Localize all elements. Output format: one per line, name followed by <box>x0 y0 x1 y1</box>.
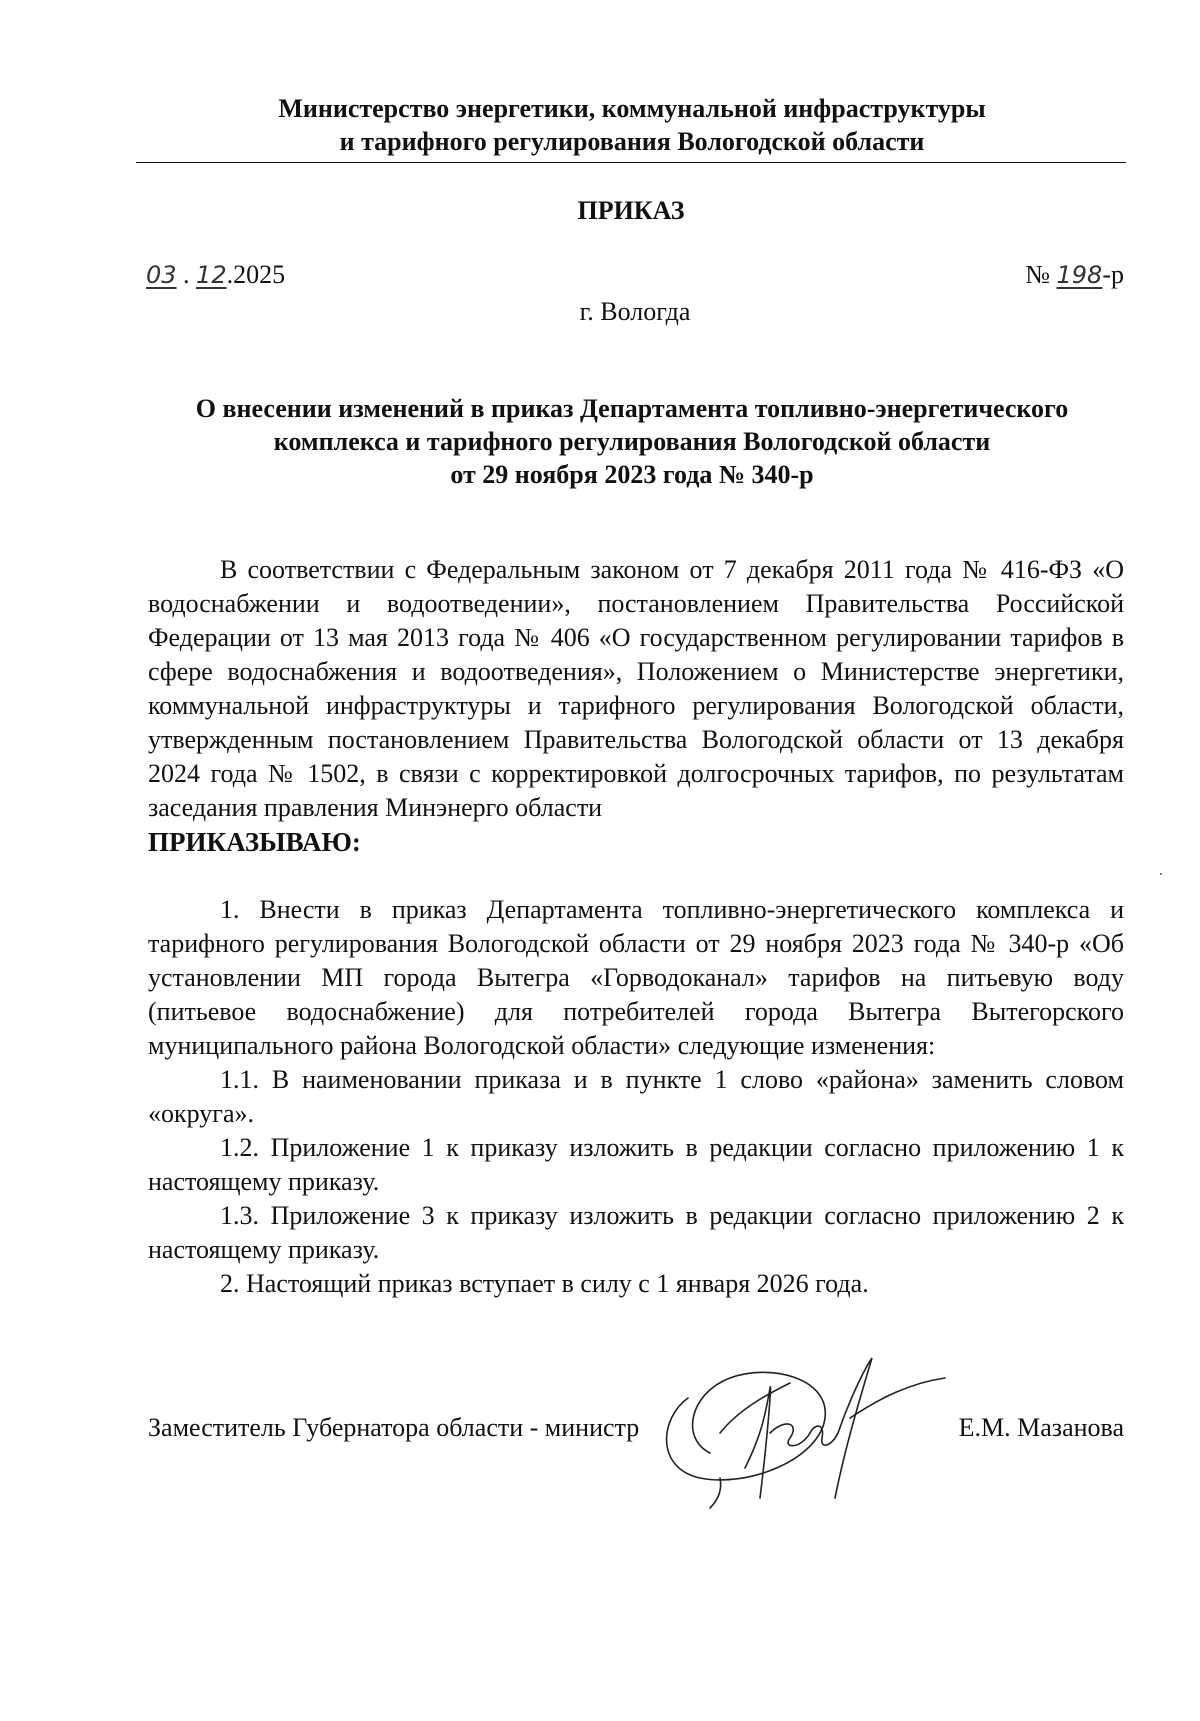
document-date <box>146 260 285 290</box>
subject-line-2: комплекса и тарифного регулирования Вологодской области <box>273 427 991 456</box>
document-type: ПРИКАЗ <box>577 196 685 225</box>
item-1-3-paragraph: 1.3. Приложение 3 к приказу изложить в редакции согласно приложению 2 к настоящему приказу. <box>148 1201 1124 1264</box>
document-number <box>1025 260 1124 290</box>
item-1-2-paragraph: 1.2. Приложение 1 к приказу изложить в редакции согласно приложению 1 к настоящему приказу. <box>148 1133 1124 1196</box>
header-rule <box>136 162 1126 163</box>
document-subject <box>140 392 1124 491</box>
date-separator: . <box>176 260 197 289</box>
paragraph-gap <box>148 859 1124 893</box>
item-1-paragraph: 1. Внести в приказ Департамента топливно-энергетического комплекса и тарифного регулирования Вологодской области от 29 ноября 2023 года № 340-р «Об установлении МП города Вытегра «Горводоканал» тарифов на питьевую воду (питьевое водоснабжение) для потребителей города Вытегра Вытегорского муниципального района Вологодской области» следующие изменения: <box>148 895 1124 1060</box>
organization-line-1: Министерство энергетики, коммунальной инфраструктуры <box>278 94 986 123</box>
preamble-paragraph: В соответствии с Федеральным законом от 7 декабря 2011 года № 416-ФЗ «О водоснабжении и водоотведении», постановлением Правительства Российской Федерации от 13 мая 2013 года № 406 «О государственном регулировании тарифов в сфере водоснабжения и водоотведения», Положением о Министерстве энергетики, коммунальной инфраструктуры и тарифного регулирования Вологодской области, утвержденным постановлением Правительства Вологодской области от 13 декабря 2024 года № 1502, в связи с корректировкой долгосрочных тарифов, по результатам заседания правления Минэнерго области <box>148 555 1124 822</box>
number-handwritten: 198 <box>1056 261 1103 289</box>
date-month-handwritten: 12 <box>196 261 227 289</box>
number-suffix: -р <box>1102 260 1124 289</box>
scan-speck <box>1160 873 1162 875</box>
date-year: .2025 <box>226 260 286 289</box>
date-day-handwritten: 03 <box>146 261 177 289</box>
subject-line-1: О внесении изменений в приказ Департамента топливно-энергетического <box>195 394 1069 423</box>
item-2-paragraph: 2. Настоящий приказ вступает в силу с 1 января 2026 года. <box>220 1269 869 1298</box>
handwritten-signature-icon <box>650 1338 950 1513</box>
organization-header <box>140 92 1124 158</box>
document-city: г. Вологда <box>579 297 691 326</box>
subject-line-3: от 29 ноября 2023 года № 340-р <box>450 460 814 489</box>
organization-line-2: и тарифного регулирования Вологодской области <box>339 127 925 156</box>
number-prefix: № <box>1025 260 1057 289</box>
item-1-1-paragraph: 1.1. В наименовании приказа и в пункте 1 слово «района» заменить словом «округа». <box>148 1065 1124 1128</box>
document-body <box>148 553 1124 1301</box>
signer-name: Е.М. Мазанова <box>958 1413 1124 1442</box>
order-word: ПРИКАЗЫВАЮ: <box>148 827 361 857</box>
signer-title: Заместитель Губернатора области - министр <box>148 1413 640 1442</box>
